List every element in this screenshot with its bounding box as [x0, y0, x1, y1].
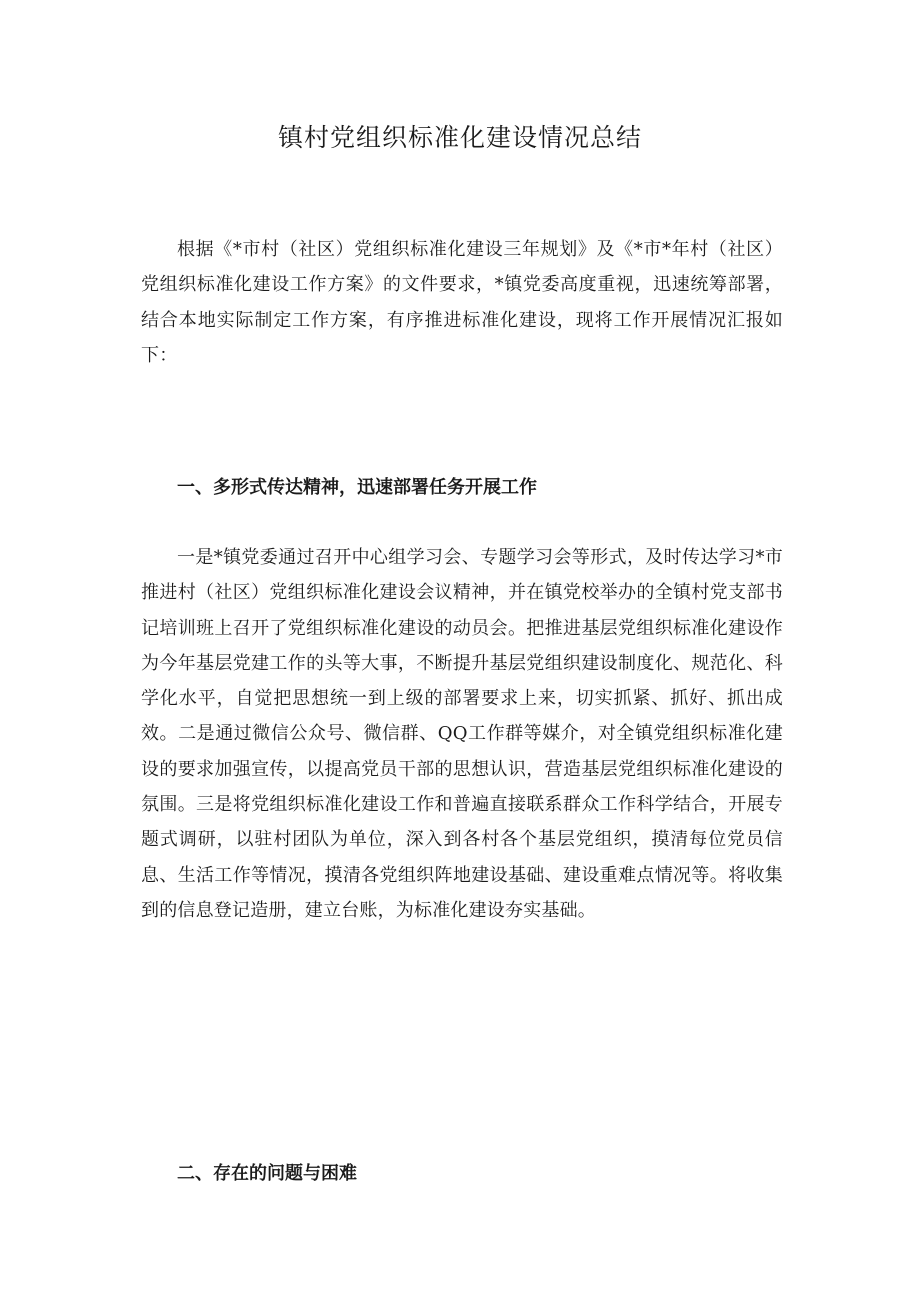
section-2 — [141, 1158, 783, 1190]
section-1-paragraph: 一是*镇党委通过召开中心组学习会、专题学习会等形式，及时传达学习*市推进村（社区）党组织标准化建设会议精神，并在镇党校举办的全镇村党支部书记培训班上召开了党组织标准化建设的动员会。把推进基层党组织标准化建设作为今年基层党建工作的头等大事，不断提升基层党组织建设制度化、规范化、科学化水平，自觉把思想统一到上级的部署要求上来，切实抓紧、抓好、抓出成效。二是通过微信公众号、微信群、QQ工作群等媒介，对全镇党组织标准化建设的要求加强宣传，以提高党员干部的思想认识，营造基层党组织标准化建设的氛围。三是将党组织标准化建设工作和普遍直接联系群众工作科学结合，开展专题式调研，以驻村团队为单位，深入到各村各个基层党组织，摸清每位党员信息、生活工作等情况，摸清各党组织阵地建设基础、建设重难点情况等。将收集到的信息登记造册，建立台账，为标准化建设夯实基础。 — [141, 547, 783, 921]
section-1-heading: 一、多形式传达精神，迅速部署任务开展工作 — [177, 477, 537, 498]
section-1-body — [141, 540, 783, 928]
document-title: 镇村党组织标准化建设情况总结 — [277, 123, 642, 152]
intro-paragraph: 根据《*市村（社区）党组织标准化建设三年规划》及《*市*年村（社区）党组织标准化建设工作方案》的文件要求，*镇党委高度重视，迅速统筹部署，结合本地实际制定工作方案，有序推进标准化建设，现将工作开展情况汇报如下： — [141, 239, 783, 366]
intro-section — [141, 232, 783, 373]
section-2-heading: 二、存在的问题与困难 — [177, 1163, 357, 1184]
section-1 — [141, 472, 783, 504]
